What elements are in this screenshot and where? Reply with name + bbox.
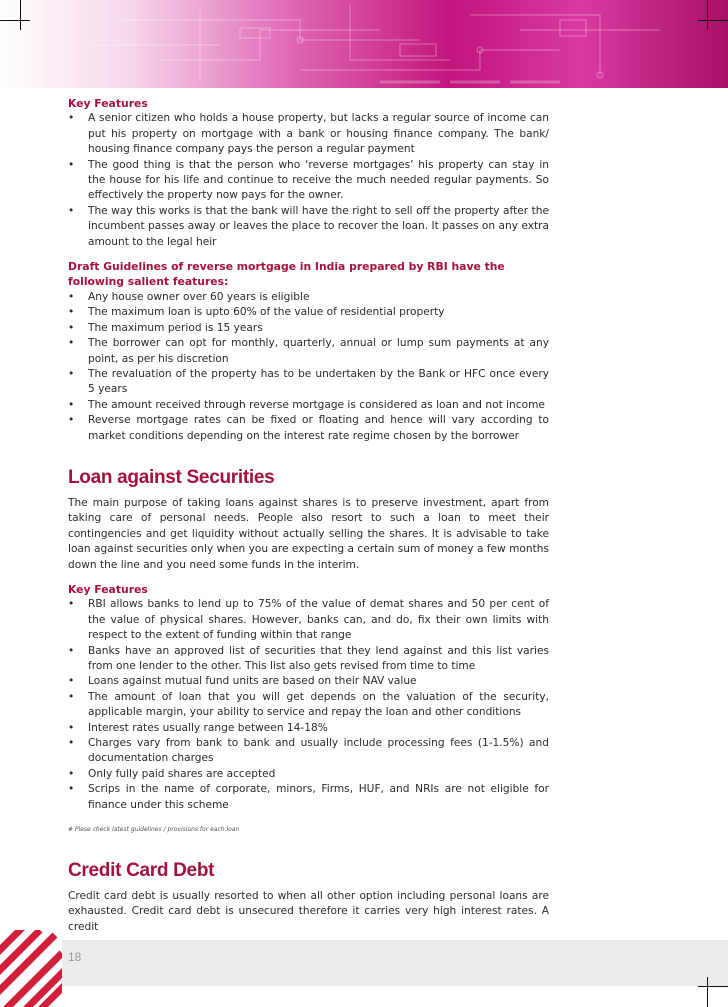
list-item: • Any house owner over 60 years is eligible xyxy=(68,290,549,305)
draft-guidelines-list xyxy=(68,290,549,444)
crop-mark-top-right-h xyxy=(698,20,728,21)
list-item: • Reverse mortgage rates can be fixed or floating and hence will vary according to market conditions depending on the interest rate regime chosen by the borrower xyxy=(68,413,549,444)
circuit-pattern-graphic xyxy=(0,0,728,88)
crop-mark-top-left-h xyxy=(0,20,30,21)
crop-mark-bottom-right-h xyxy=(698,986,728,987)
list-item: • The amount received through reverse mortgage is considered as loan and not income xyxy=(68,398,549,413)
list-item: • The way this works is that the bank will have the right to sell off the property after the incumbent passes away or leaves the place to recover the loan. It passes on any extra amount to the legal heir xyxy=(68,204,549,250)
list-item: • The revaluation of the property has to be undertaken by the Bank or HFC once every 5 years xyxy=(68,367,549,398)
list-item: • Loans against mutual fund units are based on their NAV value xyxy=(68,674,549,689)
header-banner xyxy=(0,0,728,88)
list-item: • Banks have an approved list of securities that they lend against and this list varies from one lender to the other. This list also gets revised from time to time xyxy=(68,644,549,675)
crop-mark-bottom-right xyxy=(707,977,708,1007)
page-content xyxy=(68,96,549,935)
list-item: • The borrower can opt for monthly, quarterly, annual or lump sum payments at any point, as per his discretion xyxy=(68,336,549,367)
footer-stripes-graphic xyxy=(0,930,62,1007)
loan-key-features-heading: Key Features xyxy=(68,582,148,596)
key-features-list xyxy=(68,111,549,250)
footer-bar xyxy=(62,940,728,986)
list-item: • Charges vary from bank to bank and usually include processing fees (1-1.5%) and documentation charges xyxy=(68,736,549,767)
list-item: • Interest rates usually range between 14-18% xyxy=(68,721,549,736)
list-item: • The amount of loan that you will get depends on the valuation of the security, applicable margin, your ability to service and repay the loan and other conditions xyxy=(68,690,549,721)
key-features-heading: Key Features xyxy=(68,97,148,110)
loan-key-features-list xyxy=(68,597,549,813)
draft-guidelines-heading: Draft Guidelines of reverse mortgage in India prepared by RBI have the following salient features: xyxy=(68,260,505,289)
loan-securities-paragraph: The main purpose of taking loans against shares is to preserve investment, apart from taking care of personal needs. People also resort to such a loan to meet their contingencies and get liquidity without actually selling the shares. It is advisable to take loan against securities only when you are expecting a certain sum of money a few months down the line and you need some funds in the interim. xyxy=(68,496,549,571)
crop-mark-top-right xyxy=(707,0,708,30)
guidelines-footnote: # Plese check latest guidelines / provisions for each loan xyxy=(68,826,240,834)
list-item: • Only fully paid shares are accepted xyxy=(68,767,549,782)
list-item: • RBI allows banks to lend up to 75% of the value of demat shares and 50 per cent of the value of physical shares. However, banks can, and do, fix their own limits with respect to the extent of funding within that range xyxy=(68,597,549,643)
list-item: • A senior citizen who holds a house property, but lacks a regular source of income can put his property on mortgage with a bank or housing finance company. The bank/ housing finance company pays the person a regular payment xyxy=(68,111,549,157)
page-number: 18 xyxy=(68,950,82,964)
crop-mark-top-left xyxy=(20,0,21,30)
list-item: • The good thing is that the person who ‘reverse mortgages’ his property can stay in the house for his life and continue to receive the much needed regular payments. So effectively the property now pays for the owner. xyxy=(68,158,549,204)
credit-card-paragraph: Credit card debt is usually resorted to when all other option including personal loans are exhausted. Credit card debt is unsecured therefore it carries very high interest rates. A credit xyxy=(68,890,549,933)
list-item: • The maximum loan is upto 60% of the value of residential property xyxy=(68,305,549,320)
loan-against-securities-title: Loan against Securities xyxy=(68,466,275,488)
credit-card-debt-title: Credit Card Debt xyxy=(68,860,215,882)
list-item: • The maximum period is 15 years xyxy=(68,321,549,336)
list-item: • Scrips in the name of corporate, minors, Firms, HUF, and NRIs are not eligible for finance under this scheme xyxy=(68,782,549,813)
